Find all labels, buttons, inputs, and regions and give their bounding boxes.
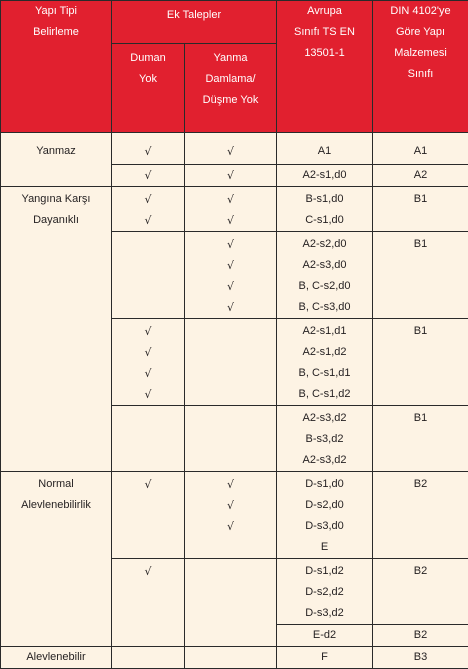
smoke-check-cell: √ — [112, 133, 185, 165]
din-class-cell: B1 — [373, 406, 468, 472]
eu-class-cell: A2-s1,d0 — [277, 165, 373, 187]
din-class-cell: B2 — [373, 559, 468, 625]
header-avrupa-sinifi: Avrupa Sınıfı TS EN 13501-1 — [277, 1, 373, 133]
header-yapi-tipi: Yapı Tipi Belirleme — [1, 1, 112, 133]
smoke-check-cell — [112, 232, 185, 319]
building-type-cell: Yanmaz — [1, 133, 112, 187]
smoke-check-cell: √ √ √ √ — [112, 319, 185, 406]
eu-class-cell: D-s1,d2 D-s2,d2 D-s3,d2 — [277, 559, 373, 625]
drip-check-cell — [185, 559, 277, 647]
smoke-check-cell — [112, 406, 185, 472]
din-class-cell: B1 — [373, 187, 468, 232]
header-din-sinifi: DIN 4102'ye Göre Yapı Malzemesi Sınıfı — [373, 1, 468, 133]
header-ek-talepler: Ek Talepler — [112, 1, 277, 44]
eu-class-cell: A2-s3,d2 B-s3,d2 A2-s3,d2 — [277, 406, 373, 472]
building-type-cell: Yangına Karşı Dayanıklı — [1, 187, 112, 472]
table-row — [1, 647, 468, 669]
din-class-cell: B2 — [373, 625, 468, 647]
eu-class-cell: D-s1,d0 D-s2,d0 D-s3,d0 E — [277, 472, 373, 559]
din-class-cell: A2 — [373, 165, 468, 187]
drip-check-cell: √ — [185, 133, 277, 165]
drip-check-cell — [185, 647, 277, 669]
din-class-cell: A1 — [373, 133, 468, 165]
building-type-cell: Alevlenebilir — [1, 647, 112, 669]
smoke-check-cell: √ √ — [112, 187, 185, 232]
drip-check-cell: √ — [185, 165, 277, 187]
eu-class-cell: A2-s2,d0 A2-s3,d0 B, C-s2,d0 B, C-s3,d0 — [277, 232, 373, 319]
smoke-check-cell — [112, 647, 185, 669]
drip-check-cell — [185, 319, 277, 406]
drip-check-cell: √ √ — [185, 187, 277, 232]
eu-class-cell: E-d2 — [277, 625, 373, 647]
eu-class-cell: A1 — [277, 133, 373, 165]
eu-class-cell: F — [277, 647, 373, 669]
eu-class-cell: B-s1,d0 C-s1,d0 — [277, 187, 373, 232]
din-class-cell: B1 — [373, 232, 468, 319]
smoke-check-cell: √ — [112, 165, 185, 187]
building-type-cell: Normal Alevlenebilirlik — [1, 472, 112, 647]
table-row — [1, 187, 468, 232]
smoke-check-cell: √ — [112, 559, 185, 647]
header-yanma-damlama: Yanma Damlama/ Düşme Yok — [185, 44, 277, 133]
din-class-cell: B3 — [373, 647, 468, 669]
din-class-cell: B1 — [373, 319, 468, 406]
drip-check-cell — [185, 406, 277, 472]
drip-check-cell: √ √ √ √ — [185, 232, 277, 319]
smoke-check-cell: √ — [112, 472, 185, 559]
eu-class-cell: A2-s1,d1 A2-s1,d2 B, C-s1,d1 B, C-s1,d2 — [277, 319, 373, 406]
table-row — [1, 472, 468, 559]
table-row — [1, 133, 468, 165]
drip-check-cell: √ √ √ — [185, 472, 277, 559]
header-duman-yok: Duman Yok — [112, 44, 185, 133]
din-class-cell: B2 — [373, 472, 468, 559]
